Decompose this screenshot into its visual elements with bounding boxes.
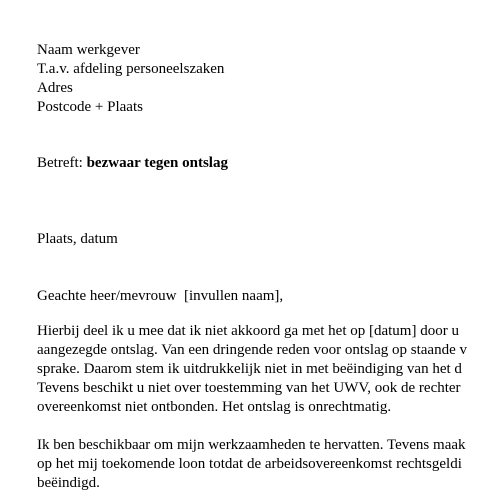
place-date bbox=[37, 230, 118, 249]
subject-text: bezwaar tegen ontslag bbox=[86, 155, 228, 171]
paragraph-line: Ik ben beschikbaar om mijn werkzaamheden te hervatten. Tevens maak bbox=[37, 437, 466, 453]
place-date-text: Plaats, datum bbox=[37, 231, 118, 247]
subject-label: Betreft: bbox=[37, 155, 83, 171]
salutation-text: Geachte heer/mevrouw [invullen naam], bbox=[37, 288, 284, 304]
body-paragraph-2 bbox=[37, 436, 466, 493]
paragraph-line: aangezegde ontslag. Van een dringende reden voor ontslag op staande v bbox=[37, 342, 467, 358]
address-line: Naam werkgever bbox=[37, 42, 140, 58]
address-line: Postcode + Plaats bbox=[37, 99, 143, 115]
address-line: Adres bbox=[37, 80, 73, 96]
address-line: T.a.v. afdeling personeelszaken bbox=[37, 61, 225, 77]
paragraph-line: op het mij toekomende loon totdat de arbeidsovereenkomst rechtsgeldi bbox=[37, 456, 462, 472]
paragraph-line: beëindigd. bbox=[37, 475, 100, 491]
recipient-address bbox=[37, 41, 224, 117]
subject-line bbox=[37, 154, 228, 173]
paragraph-line: overeenkomst niet ontbonden. Het ontslag is onrechtmatig. bbox=[37, 399, 392, 415]
body-paragraph-1 bbox=[37, 322, 467, 417]
paragraph-line: Hierbij deel ik u mee dat ik niet akkoord ga met het op [datum] door u bbox=[37, 323, 459, 339]
salutation bbox=[37, 287, 283, 306]
paragraph-line: Tevens beschikt u niet over toestemming van het UWV, ook de rechter bbox=[37, 380, 461, 396]
paragraph-line: sprake. Daarom stem ik uitdrukkelijk niet in met beëindiging van het d bbox=[37, 361, 462, 377]
